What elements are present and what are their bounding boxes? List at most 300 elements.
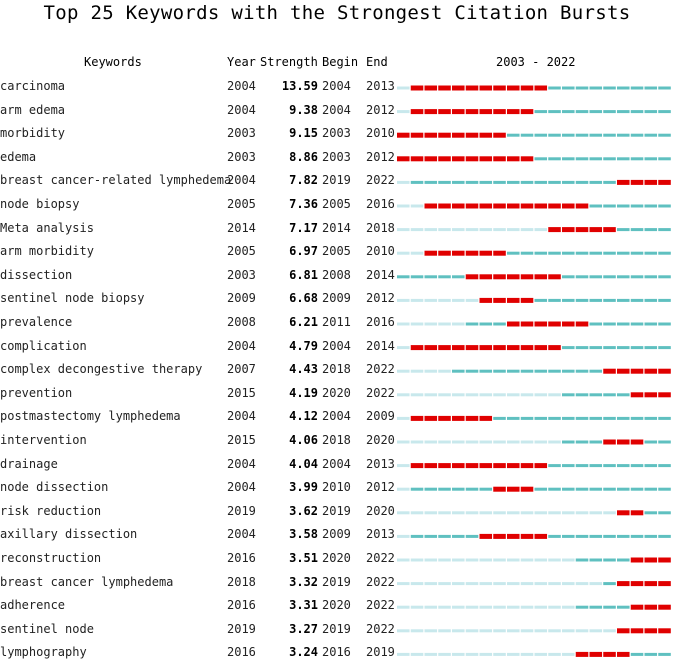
timeline-segment [452, 181, 465, 184]
timeline-segment [480, 559, 493, 562]
year-value: 2014 [227, 220, 256, 235]
timeline-segment [645, 275, 658, 278]
timeline-segment [548, 181, 561, 184]
timeline-segment [548, 393, 561, 396]
timeline-segment [466, 629, 479, 632]
timeline-segment [590, 464, 603, 467]
burst-segment [535, 463, 548, 468]
burst-segment [658, 558, 671, 563]
timeline-segment [548, 157, 561, 160]
timeline-segment [617, 464, 630, 467]
end-year: 2009 [366, 409, 395, 424]
timeline-segment [590, 488, 603, 491]
timeline-segment [480, 511, 493, 514]
header-keywords: Keywords [84, 55, 142, 69]
timeline-segment [411, 606, 424, 609]
keyword-label: sentinel node [0, 621, 94, 636]
timeline-segment [658, 511, 671, 514]
burst-segment [631, 440, 644, 445]
begin-year: 2008 [322, 267, 351, 282]
year-value: 2004 [227, 79, 256, 93]
timeline-segment [631, 535, 644, 538]
timeline-segment [411, 393, 424, 396]
timeline-segment [603, 393, 616, 396]
burst-segment [576, 227, 589, 232]
timeline-segment [535, 511, 548, 514]
timeline-segment [425, 653, 438, 656]
timeline-segment [631, 653, 644, 656]
timeline-segment [438, 629, 451, 632]
strength-value: 3.99 [289, 480, 318, 495]
timeline-segment [562, 629, 575, 632]
timeline-segment [603, 157, 616, 160]
burst-segment [590, 652, 603, 657]
timeline-segment [466, 393, 479, 396]
burst-segment [658, 369, 671, 374]
timeline-segment [631, 464, 644, 467]
timeline-segment [590, 417, 603, 420]
timeline-segment [411, 535, 424, 538]
begin-year: 2005 [322, 244, 351, 259]
end-year: 2012 [366, 149, 395, 164]
timeline-segment [562, 134, 575, 137]
timeline-segment [562, 582, 575, 585]
timeline-segment [397, 346, 410, 349]
timeline-segment [480, 488, 493, 491]
timeline-segment [452, 653, 465, 656]
timeline-segment [645, 346, 658, 349]
burst-segment [507, 345, 520, 350]
burst-segment [438, 204, 451, 209]
timeline-segment [631, 110, 644, 113]
timeline-segment [397, 464, 410, 467]
begin-year: 2004 [322, 338, 351, 353]
timeline-segment [590, 535, 603, 538]
burst-segment [521, 156, 534, 161]
end-year: 2010 [366, 244, 395, 259]
timeline-segment [590, 299, 603, 302]
timeline-segment [535, 299, 548, 302]
burst-segment [658, 392, 671, 397]
timeline-segment [466, 559, 479, 562]
timeline-segment [397, 511, 410, 514]
keyword-label: breast cancer lymphedema [0, 574, 174, 589]
begin-year: 2004 [322, 409, 351, 424]
keyword-label: arm edema [0, 102, 66, 117]
timeline-segment [507, 511, 520, 514]
strength-value: 4.04 [289, 456, 318, 471]
timeline-segment [466, 299, 479, 302]
burst-segment [480, 345, 493, 350]
burst-segment [493, 463, 506, 468]
timeline-segment [645, 205, 658, 208]
timeline-segment [507, 653, 520, 656]
timeline-segment [562, 299, 575, 302]
burst-segment [466, 156, 479, 161]
timeline-segment [507, 417, 520, 420]
burst-segment [411, 416, 424, 421]
burst-segment [658, 180, 671, 185]
timeline-segment [576, 346, 589, 349]
timeline-segment [397, 87, 410, 90]
begin-year: 2020 [322, 385, 351, 400]
timeline-segment [631, 488, 644, 491]
timeline-segment [603, 582, 616, 585]
timeline-segment [466, 441, 479, 444]
year-value: 2019 [227, 503, 256, 518]
burst-segment [617, 180, 630, 185]
timeline-segment [397, 559, 410, 562]
timeline-segment [480, 653, 493, 656]
timeline-segment [562, 181, 575, 184]
year-value: 2016 [227, 598, 256, 613]
timeline-segment [658, 252, 671, 255]
timeline-segment [493, 181, 506, 184]
burst-segment [535, 534, 548, 539]
timeline-segment [603, 346, 616, 349]
keyword-label: intervention [0, 433, 87, 447]
timeline-segment [548, 511, 561, 514]
year-value: 2005 [227, 197, 256, 211]
keyword-label: postmastectomy lymphedema [0, 409, 181, 424]
timeline-segment [507, 582, 520, 585]
timeline-segment [452, 488, 465, 491]
timeline-segment [576, 157, 589, 160]
year-value: 2007 [227, 362, 256, 377]
timeline-segment [617, 393, 630, 396]
burst-segment [507, 487, 520, 492]
year-value: 2003 [227, 267, 256, 282]
strength-value: 9.38 [289, 102, 318, 117]
timeline-segment [507, 393, 520, 396]
burst-segment [507, 274, 520, 279]
strength-value: 7.17 [289, 220, 318, 235]
strength-value: 3.32 [289, 574, 318, 589]
burst-segment [548, 204, 561, 209]
strength-value: 4.19 [289, 385, 318, 400]
burst-segment [493, 86, 506, 91]
header-strength: Strength [260, 55, 318, 69]
burst-segment [617, 581, 630, 586]
burst-segment [466, 133, 479, 138]
timeline-segment [603, 299, 616, 302]
timeline-segment [466, 488, 479, 491]
burst-segment [466, 463, 479, 468]
burst-segment [480, 204, 493, 209]
begin-year: 2019 [322, 503, 351, 518]
timeline-segment [576, 441, 589, 444]
strength-value: 6.97 [289, 244, 318, 259]
timeline-segment [576, 464, 589, 467]
burst-segment [480, 463, 493, 468]
timeline-segment [452, 228, 465, 231]
keyword-label: axillary dissection [0, 527, 138, 542]
timeline-segment [438, 323, 451, 326]
year-value: 2016 [227, 645, 256, 659]
timeline-segment [493, 653, 506, 656]
timeline-segment [397, 606, 410, 609]
burst-segment [535, 274, 548, 279]
burst-segment [631, 392, 644, 397]
timeline-segment [411, 228, 424, 231]
timeline-segment [521, 370, 534, 373]
keyword-label: Meta analysis [0, 220, 94, 235]
burst-segment [535, 204, 548, 209]
burst-segment [631, 628, 644, 633]
burst-segment [411, 156, 424, 161]
timeline-segment [576, 134, 589, 137]
burst-segment [617, 369, 630, 374]
burst-segment [480, 416, 493, 421]
timeline-segment [603, 252, 616, 255]
timeline-segment [480, 582, 493, 585]
timeline-segment [631, 228, 644, 231]
timeline-segment [425, 441, 438, 444]
timeline-segment [548, 559, 561, 562]
burst-segment [480, 156, 493, 161]
timeline-segment [438, 535, 451, 538]
timeline-segment [590, 134, 603, 137]
end-year: 2012 [366, 480, 395, 495]
burst-segment [603, 440, 616, 445]
timeline-segment [452, 582, 465, 585]
burst-segment [466, 251, 479, 256]
end-year: 2012 [366, 291, 395, 306]
timeline-segment [507, 252, 520, 255]
timeline-segment [576, 629, 589, 632]
timeline-segment [576, 87, 589, 90]
burst-segment [535, 86, 548, 91]
timeline-segment [645, 134, 658, 137]
timeline-segment [658, 417, 671, 420]
timeline-segment [521, 134, 534, 137]
timeline-segment [590, 393, 603, 396]
timeline-segment [466, 228, 479, 231]
begin-year: 2019 [322, 574, 351, 589]
burst-segment [452, 86, 465, 91]
timeline-segment [603, 181, 616, 184]
timeline-segment [658, 275, 671, 278]
timeline-segment [425, 370, 438, 373]
burst-segment [658, 581, 671, 586]
timeline-segment [631, 323, 644, 326]
strength-value: 4.06 [289, 433, 318, 447]
timeline-segment [466, 511, 479, 514]
timeline-segment [535, 629, 548, 632]
keyword-label: carcinoma [0, 79, 66, 93]
strength-value: 3.51 [289, 551, 318, 565]
timeline-segment [548, 110, 561, 113]
timeline-segment [493, 559, 506, 562]
burst-segment [425, 204, 438, 209]
timeline-segment [466, 370, 479, 373]
burst-segment [507, 298, 520, 303]
burst-segment [548, 345, 561, 350]
timeline-segment [438, 181, 451, 184]
burst-segment [521, 86, 534, 91]
timeline-segment [645, 653, 658, 656]
timeline-segment [631, 134, 644, 137]
begin-year: 2018 [322, 433, 351, 447]
begin-year: 2009 [322, 527, 351, 542]
timeline-segment [562, 535, 575, 538]
burst-segment [493, 534, 506, 539]
strength-value: 4.79 [289, 338, 318, 353]
timeline-segment [576, 370, 589, 373]
strength-value: 9.15 [289, 126, 318, 141]
burst-segment [438, 109, 451, 114]
burst-segment [438, 133, 451, 138]
begin-year: 2011 [322, 315, 351, 329]
timeline-segment [548, 252, 561, 255]
timeline-segment [535, 488, 548, 491]
burst-segment [466, 204, 479, 209]
timeline-segment [631, 205, 644, 208]
burst-segment [576, 652, 589, 657]
burst-segment [548, 274, 561, 279]
timeline-segment [425, 582, 438, 585]
burst-segment [452, 133, 465, 138]
year-value: 2004 [227, 102, 256, 117]
end-year: 2022 [366, 362, 395, 377]
timeline-segment [480, 181, 493, 184]
timeline-segment [617, 299, 630, 302]
timeline-segment [480, 441, 493, 444]
burst-segment [562, 204, 575, 209]
timeline-segment [603, 511, 616, 514]
begin-year: 2003 [322, 149, 351, 164]
timeline-segment [521, 559, 534, 562]
burst-segment [562, 227, 575, 232]
timeline-segment [521, 228, 534, 231]
burst-segment [576, 322, 589, 327]
timeline-segment [645, 441, 658, 444]
timeline-segment [603, 87, 616, 90]
timeline-segment [590, 157, 603, 160]
timeline-segment [645, 110, 658, 113]
timeline-segment [397, 417, 410, 420]
timeline-segment [590, 275, 603, 278]
timeline-segment [521, 653, 534, 656]
year-value: 2004 [227, 456, 256, 471]
keyword-label: complex decongestive therapy [0, 362, 203, 377]
timeline-segment [425, 488, 438, 491]
timeline-segment [603, 488, 616, 491]
burst-segment [521, 298, 534, 303]
burst-segment [466, 109, 479, 114]
timeline-segment [411, 653, 424, 656]
end-year: 2022 [366, 173, 395, 188]
end-year: 2013 [366, 79, 395, 93]
timeline-segment [425, 535, 438, 538]
burst-segment [645, 605, 658, 610]
timeline-segment [590, 582, 603, 585]
timeline-segment [562, 393, 575, 396]
timeline-segment [425, 323, 438, 326]
begin-year: 2019 [322, 621, 351, 636]
timeline-segment [397, 181, 410, 184]
burst-segment [507, 204, 520, 209]
keyword-label: edema [0, 149, 37, 164]
timeline-segment [631, 299, 644, 302]
timeline-segment [397, 252, 410, 255]
burst-segment [631, 369, 644, 374]
burst-segment [658, 628, 671, 633]
timeline-segment [603, 275, 616, 278]
burst-segment [425, 463, 438, 468]
timeline-segment [603, 629, 616, 632]
end-year: 2016 [366, 197, 395, 211]
timeline-segment [411, 275, 424, 278]
strength-value: 6.68 [289, 291, 318, 306]
timeline-segment [590, 559, 603, 562]
strength-value: 4.12 [289, 409, 318, 424]
burst-segment [521, 322, 534, 327]
burst-segment [493, 133, 506, 138]
timeline-segment [535, 134, 548, 137]
strength-value: 3.31 [289, 598, 318, 613]
timeline-segment [645, 535, 658, 538]
begin-year: 2019 [322, 173, 351, 188]
timeline-segment [603, 134, 616, 137]
timeline-segment [493, 629, 506, 632]
timeline-segment [397, 228, 410, 231]
burst-segment [480, 534, 493, 539]
timeline-segment [425, 228, 438, 231]
burst-segment [603, 652, 616, 657]
timeline-segment [521, 393, 534, 396]
timeline-segment [466, 323, 479, 326]
begin-year: 2004 [322, 456, 351, 471]
timeline-segment [480, 629, 493, 632]
timeline-segment [411, 582, 424, 585]
timeline-segment [535, 441, 548, 444]
begin-year: 2010 [322, 480, 351, 495]
timeline-segment [590, 205, 603, 208]
end-year: 2014 [366, 338, 395, 353]
timeline-segment [658, 653, 671, 656]
timeline-segment [562, 252, 575, 255]
burst-segment [480, 109, 493, 114]
timeline-segment [493, 582, 506, 585]
timeline-segment [576, 110, 589, 113]
timeline-segment [617, 252, 630, 255]
timeline-segment [645, 252, 658, 255]
timeline-segment [576, 488, 589, 491]
timeline-segment [658, 299, 671, 302]
keyword-label: prevention [0, 385, 73, 400]
burst-segment [452, 251, 465, 256]
timeline-segment [645, 157, 658, 160]
timeline-segment [645, 488, 658, 491]
keyword-label: breast cancer-related lymphedema [0, 173, 232, 188]
timeline-segment [562, 488, 575, 491]
begin-year: 2004 [322, 79, 351, 93]
begin-year: 2014 [322, 220, 351, 235]
burst-segment [617, 440, 630, 445]
burst-segment [645, 558, 658, 563]
burst-segment [521, 345, 534, 350]
timeline-segment [452, 275, 465, 278]
timeline-segment [507, 606, 520, 609]
burst-segment [452, 463, 465, 468]
burst-segment [507, 463, 520, 468]
timeline-segment [452, 441, 465, 444]
timeline-segment [617, 606, 630, 609]
timeline-segment [535, 559, 548, 562]
burst-segment [548, 322, 561, 327]
strength-value: 8.86 [289, 149, 318, 164]
